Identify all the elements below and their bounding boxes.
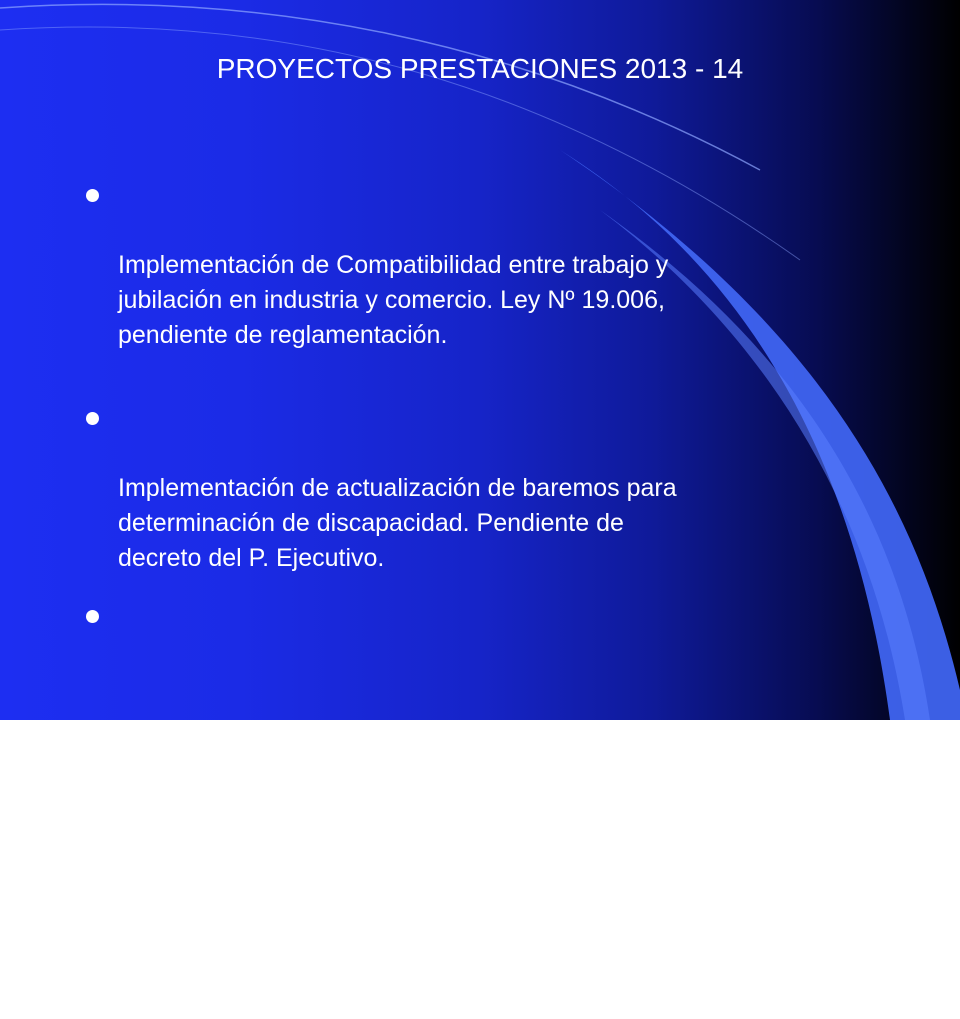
- bullet-item-evaluacion: [86, 879, 846, 1019]
- bullet-text: Definición y unificación de procesos de Evaluación de Incapacidad ( Certificaciones medicas y peritajes).: [118, 952, 710, 1015]
- bullet-dot-icon: [86, 610, 99, 623]
- slide-title: PROYECTOS PRESTACIONES 2013 - 14: [216, 53, 744, 84]
- bullet-item-automatizacion: [86, 727, 846, 867]
- bullet-text: Implementación de actualización de baremos para determinación de discapacidad. Pendiente de decreto del P. Ejecutivo.: [118, 474, 677, 572]
- bullet-item-empty: [86, 599, 846, 704]
- bullet-dot-icon: [86, 890, 99, 903]
- bullet-dot-icon: [86, 738, 99, 751]
- bullet-text: Sistema de automatización de la determinación de incapacidad para jubilación: [118, 800, 679, 863]
- bullet-list: [86, 178, 846, 1019]
- bullet-item-baremos: [86, 401, 846, 576]
- bullet-item-compatibilidad: [86, 178, 846, 353]
- bullet-text: Implementación de Compatibilidad entre trabajo y jubilación en industria y comercio. Ley Nº 19.006, pendiente de reglamentación.: [118, 251, 669, 349]
- top-arc-1: [0, 4, 760, 170]
- bullet-dot-icon: [86, 412, 99, 425]
- bullet-dot-icon: [86, 189, 99, 202]
